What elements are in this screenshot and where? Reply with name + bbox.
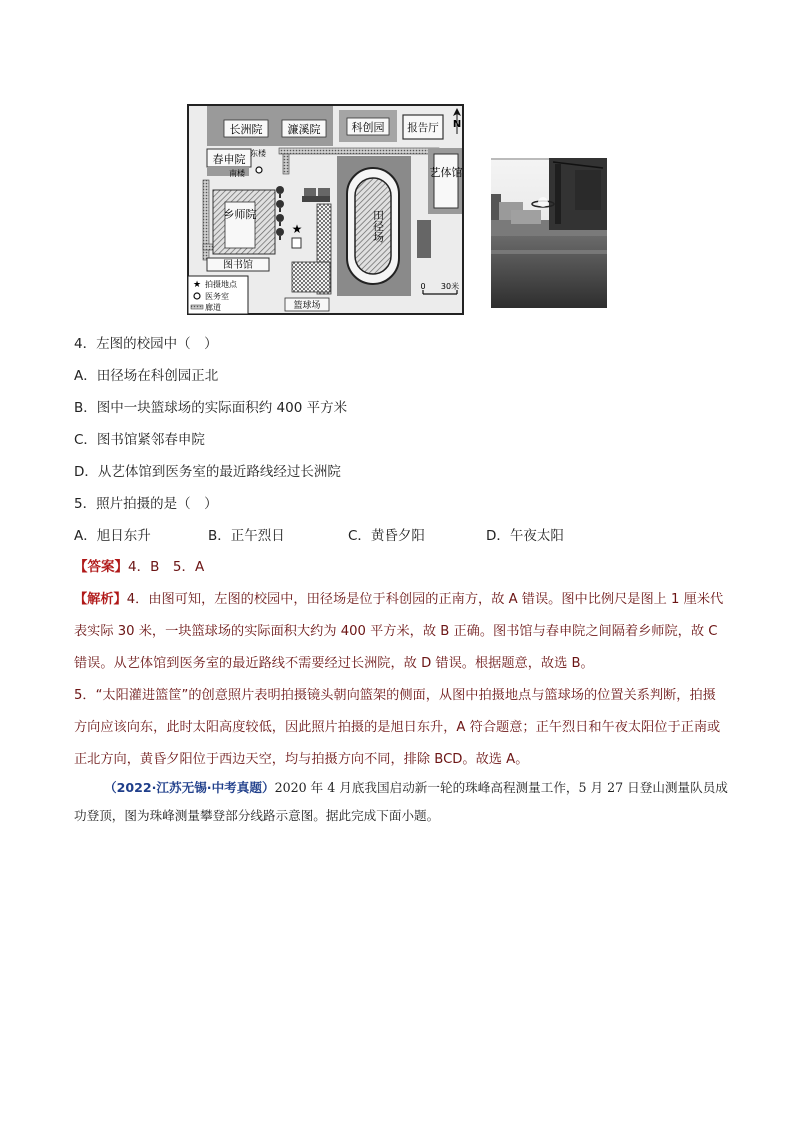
athletics-field-label: 田径场 xyxy=(371,209,385,243)
q5-option-c: C．黄昏夕阳 xyxy=(348,528,425,544)
nanlou-label: 南楼 xyxy=(229,169,245,178)
sun-icon xyxy=(538,197,548,207)
q4-option-c: C．图书馆紧邻春申院 xyxy=(74,432,205,448)
analysis-label: 【解析】 xyxy=(74,592,127,607)
basketball-label: 篮球场 xyxy=(293,301,321,311)
library-label: 图书馆 xyxy=(223,260,253,271)
baogao-label: 报告厅 xyxy=(407,122,439,134)
lianxi-label: 濂溪院 xyxy=(287,123,321,136)
q5-stem: 5．照片拍摄的是（ ） xyxy=(74,496,218,512)
basketball-photo xyxy=(491,158,607,308)
legend-corridor-icon xyxy=(191,305,203,309)
analysis-paragraph-1 xyxy=(74,584,726,680)
analysis-p2: 5．“太阳灌进篮筐”的创意照片表明拍摄镜头朝向篮架的侧面，从图中拍摄地点与篮球场的位置关系判断，拍摄方向应该向东，此时太阳高度较低，因此照片拍摄的是旭日东升，A 符合题意；正午烈日和午夜太阳位于正南或正北方向，黄昏夕阳位于西边天空，均与拍摄方向不同，排除 BCD。故选 A。 xyxy=(74,688,721,767)
shoot-point-icon: ★ xyxy=(291,222,303,236)
xiangshi-label: 乡师院 xyxy=(223,208,257,221)
next-question-intro xyxy=(74,774,734,830)
answer-text: 4．B 5．A xyxy=(128,559,205,575)
q5-options xyxy=(74,526,564,546)
q4-option-d: D．从艺体馆到医务室的最近路线经过长洲院 xyxy=(74,464,341,480)
q4-stem: 4．左图的校园中（ ） xyxy=(74,336,218,352)
answer-label: 【答案】 xyxy=(74,559,128,575)
scale-zero: 0 xyxy=(420,282,426,291)
yiti-label: 艺体馆 xyxy=(429,166,463,179)
scale-value: 30米 xyxy=(440,282,460,291)
legend-star-icon: ★ xyxy=(192,280,202,290)
legend-corridor: 廊道 xyxy=(205,303,221,312)
q5-option-b: B．正午烈日 xyxy=(208,528,285,544)
campus-map xyxy=(187,104,464,315)
chunshen-label: 春申院 xyxy=(212,153,246,166)
analysis-paragraph-2 xyxy=(74,680,726,776)
legend-clinic: 医务室 xyxy=(205,292,229,301)
north-label: N xyxy=(452,119,462,130)
kechuang-label: 科创园 xyxy=(351,121,385,134)
changzhou-label: 长洲院 xyxy=(229,123,263,136)
q5-option-a: A．旭日东升 xyxy=(74,528,151,544)
clinic-marker-icon xyxy=(256,167,262,173)
next-text: 2020 年 4 月底我国启动新一轮的珠峰高程测量工作，5 月 27 日登山测量队员成功登顶，图为珠峰测量攀登部分线路示意图。据此完成下面小题。 xyxy=(74,780,728,823)
donglou-label: 东楼 xyxy=(250,149,266,158)
q4-option-b: B．图中一块篮球场的实际面积约 400 平方米 xyxy=(74,400,348,416)
next-source: （2022·江苏无锡·中考真题） xyxy=(104,780,275,795)
corridor-top xyxy=(279,148,439,154)
legend-shoot-point: 拍摄地点 xyxy=(205,280,237,289)
q4-option-a: A．田径场在科创园正北 xyxy=(74,368,219,384)
answer-line xyxy=(74,557,204,577)
analysis-p1: 4．由图可知，左图的校园中，田径场是位于科创园的正南方，故 A 错误。图中比例尺是图上 1 厘米代表实际 30 米，一块篮球场的实际面积大约为 400 平方米，故 B 正确。图书馆与春申院之间隔着乡师院，故 C 错误。从艺体馆到医务室的最近路线不需要经过长洲院，故 D 错误。根据题意，故选 B。 xyxy=(74,592,724,671)
legend xyxy=(188,276,248,314)
q5-option-d: D．午夜太阳 xyxy=(486,528,564,544)
legend-clinic-icon xyxy=(194,293,200,299)
yiti-building xyxy=(434,154,458,208)
